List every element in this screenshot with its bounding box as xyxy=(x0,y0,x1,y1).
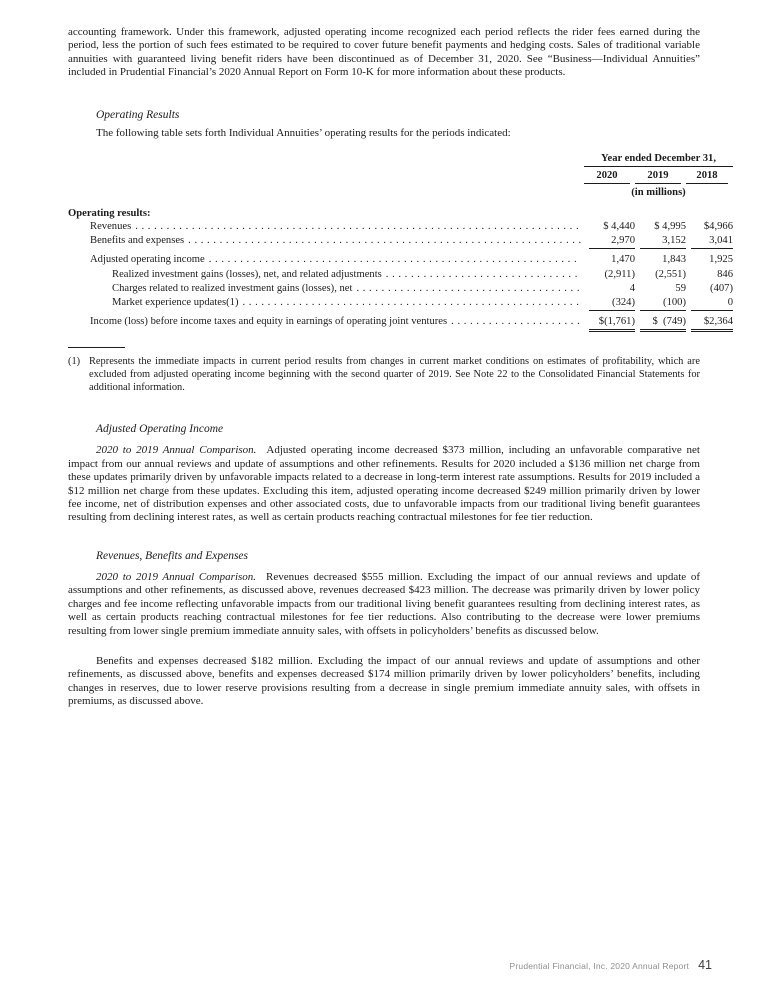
section-heading-operating-results: Operating Results xyxy=(96,108,180,121)
row-label: Realized investment gains (losses), net, and related adjustments xyxy=(112,268,382,280)
cell-2018: 3,041 xyxy=(691,234,733,249)
cell-2019: $ (749) xyxy=(640,315,686,332)
adjusted-operating-income-paragraph xyxy=(68,444,700,524)
dot-leader xyxy=(188,234,581,247)
footnote xyxy=(68,355,700,394)
table-row xyxy=(68,268,733,282)
footnote-separator xyxy=(68,347,125,348)
paragraph-text: Revenues decreased $555 million. Excluding the impact of our annual reviews and update of assumptions and other refinements, as discussed above, revenues decreased $423 million. The decrease was primarily driven by lower policy charges and fee income reflecting unfavorable impacts from our traditional living benefit guarantees resulting from declining interest rates, as well as certain products reaching contractual milestones for fee tier reductions. Also contributing to the decrease were lower premiums resulting from lower single premium immediate annuity sales, with offsets in policyholders’ benefits as discussed below. xyxy=(68,570,700,637)
dot-leader xyxy=(386,268,581,281)
table-row xyxy=(68,220,733,234)
table-row xyxy=(68,282,733,296)
cell-2019: 1,843 xyxy=(662,254,686,266)
row-label: Benefits and expenses xyxy=(90,235,185,247)
row-label: Adjusted operating income xyxy=(90,254,205,266)
table-units-label: (in millions) xyxy=(631,187,686,199)
column-header-2019: 2019 xyxy=(635,169,681,184)
section-heading-adjusted-operating-income: Adjusted Operating Income xyxy=(96,423,224,436)
column-header-2020: 2020 xyxy=(584,169,630,184)
footnote-text: Represents the immediate impacts in current period results from changes in current market conditions on estimates of profitability, which are excluded from adjusted operating income beginning with the second quarter of 2019. See Note 22 to the Consolidated Financial Statements for additional information. xyxy=(89,356,700,394)
cell-2018: (407) xyxy=(710,282,733,294)
cell-2020: 1,470 xyxy=(611,254,635,266)
row-label: Charges related to realized investment gains (losses), net xyxy=(112,282,353,294)
paragraph-text: Adjusted operating income decreased $373 million, including an unfavorable comparative net impact from our annual reviews and update of assumptions and other refinements. Results for 2020 included a $136 million net charge from these updates primarily driven by unfavorable impacts related to a decrease in long-term interest rate assumptions. Results for 2019 included a $12 million net charge from these updates. Excluding this item, adjusted operating income decreased $249 million primarily driven by lower fee income, net of distribution expenses and other associated costs, due to unfavorable impacts from our traditional living benefit guarantees resulting from declining interest rates, as well as certain products reaching contractual milestones for fee tier reduction. xyxy=(68,444,700,524)
table-row xyxy=(68,315,733,332)
cell-2020: (2,911) xyxy=(604,268,635,280)
dot-leader xyxy=(242,296,581,309)
cell-2019: $ 4,995 xyxy=(654,221,686,233)
table-intro-paragraph: The following table sets forth Individual Annuities’ operating results for the periods indicated: xyxy=(96,126,511,139)
cell-2018: 1,925 xyxy=(709,254,733,266)
cell-2020: $ 4,440 xyxy=(603,221,635,233)
table-row xyxy=(68,234,733,249)
table-row xyxy=(68,296,733,311)
table-period-header: Year ended December 31, xyxy=(584,152,733,167)
footnote-marker: (1) xyxy=(68,356,81,368)
cell-2020: 2,970 xyxy=(589,234,635,249)
cell-2019: 59 xyxy=(675,282,686,294)
column-header-2018: 2018 xyxy=(686,169,728,184)
table-header xyxy=(584,152,733,199)
cell-2018: 846 xyxy=(717,268,733,280)
row-label: Income (loss) before income taxes and equity in earnings of operating joint ventures xyxy=(90,316,448,328)
cell-2018: 0 xyxy=(691,296,733,311)
benefits-expenses-paragraph: Benefits and expenses decreased $182 million. Excluding the impact of our annual reviews and update of assumptions and other refinements, as discussed above, benefits and expenses decreased $174 million primarily driven by lower policyholders’ benefits, including changes in reserves, due to lower reserve provisions resulting from a decrease in single premium immediate annuity sales, with offsets in premiums, as discussed above. xyxy=(68,654,700,708)
comparison-lead: 2020 to 2019 Annual Comparison. xyxy=(96,444,257,457)
footer-page-number: 41 xyxy=(698,958,712,972)
table-group-label: Operating results: xyxy=(68,208,151,220)
dot-leader xyxy=(451,315,581,328)
dot-leader xyxy=(356,282,581,295)
revenues-paragraph xyxy=(68,571,700,638)
table-row xyxy=(68,253,733,267)
page-content xyxy=(68,26,733,709)
cell-2018: $4,966 xyxy=(703,221,733,233)
table-year-columns xyxy=(584,169,733,184)
row-label: Revenues xyxy=(90,221,132,233)
intro-paragraph: accounting framework. Under this framework, adjusted operating income recognized each period reflects the rider fees earned during the period, less the portion of such fees estimated to be required to cover future benefit payments and hedging costs. Sales of traditional variable annuities with guaranteed living benefit riders have been discontinued as of December 31, 2020. See “Business—Individual Annuities” included in Prudential Financial’s 2020 Annual Report on Form 10-K for more information about these products. xyxy=(68,26,700,79)
cell-2020: (324) xyxy=(589,296,635,311)
footer-report-title: Prudential Financial, Inc. 2020 Annual Report xyxy=(509,961,690,971)
cell-2019: (100) xyxy=(640,296,686,311)
row-label: Market experience updates(1) xyxy=(112,297,239,309)
cell-2020: 4 xyxy=(629,282,635,294)
cell-2019: 3,152 xyxy=(640,234,686,249)
cell-2019: (2,551) xyxy=(655,268,686,280)
page-footer xyxy=(510,958,713,972)
section-heading-revenues-benefits-expenses: Revenues, Benefits and Expenses xyxy=(96,549,248,562)
cell-2020: $(1,761) xyxy=(589,315,635,332)
comparison-lead: 2020 to 2019 Annual Comparison. xyxy=(96,570,257,583)
dot-leader xyxy=(135,220,581,233)
dot-leader xyxy=(209,253,581,266)
cell-2018: $2,364 xyxy=(691,315,733,332)
operating-results-table xyxy=(68,152,733,332)
